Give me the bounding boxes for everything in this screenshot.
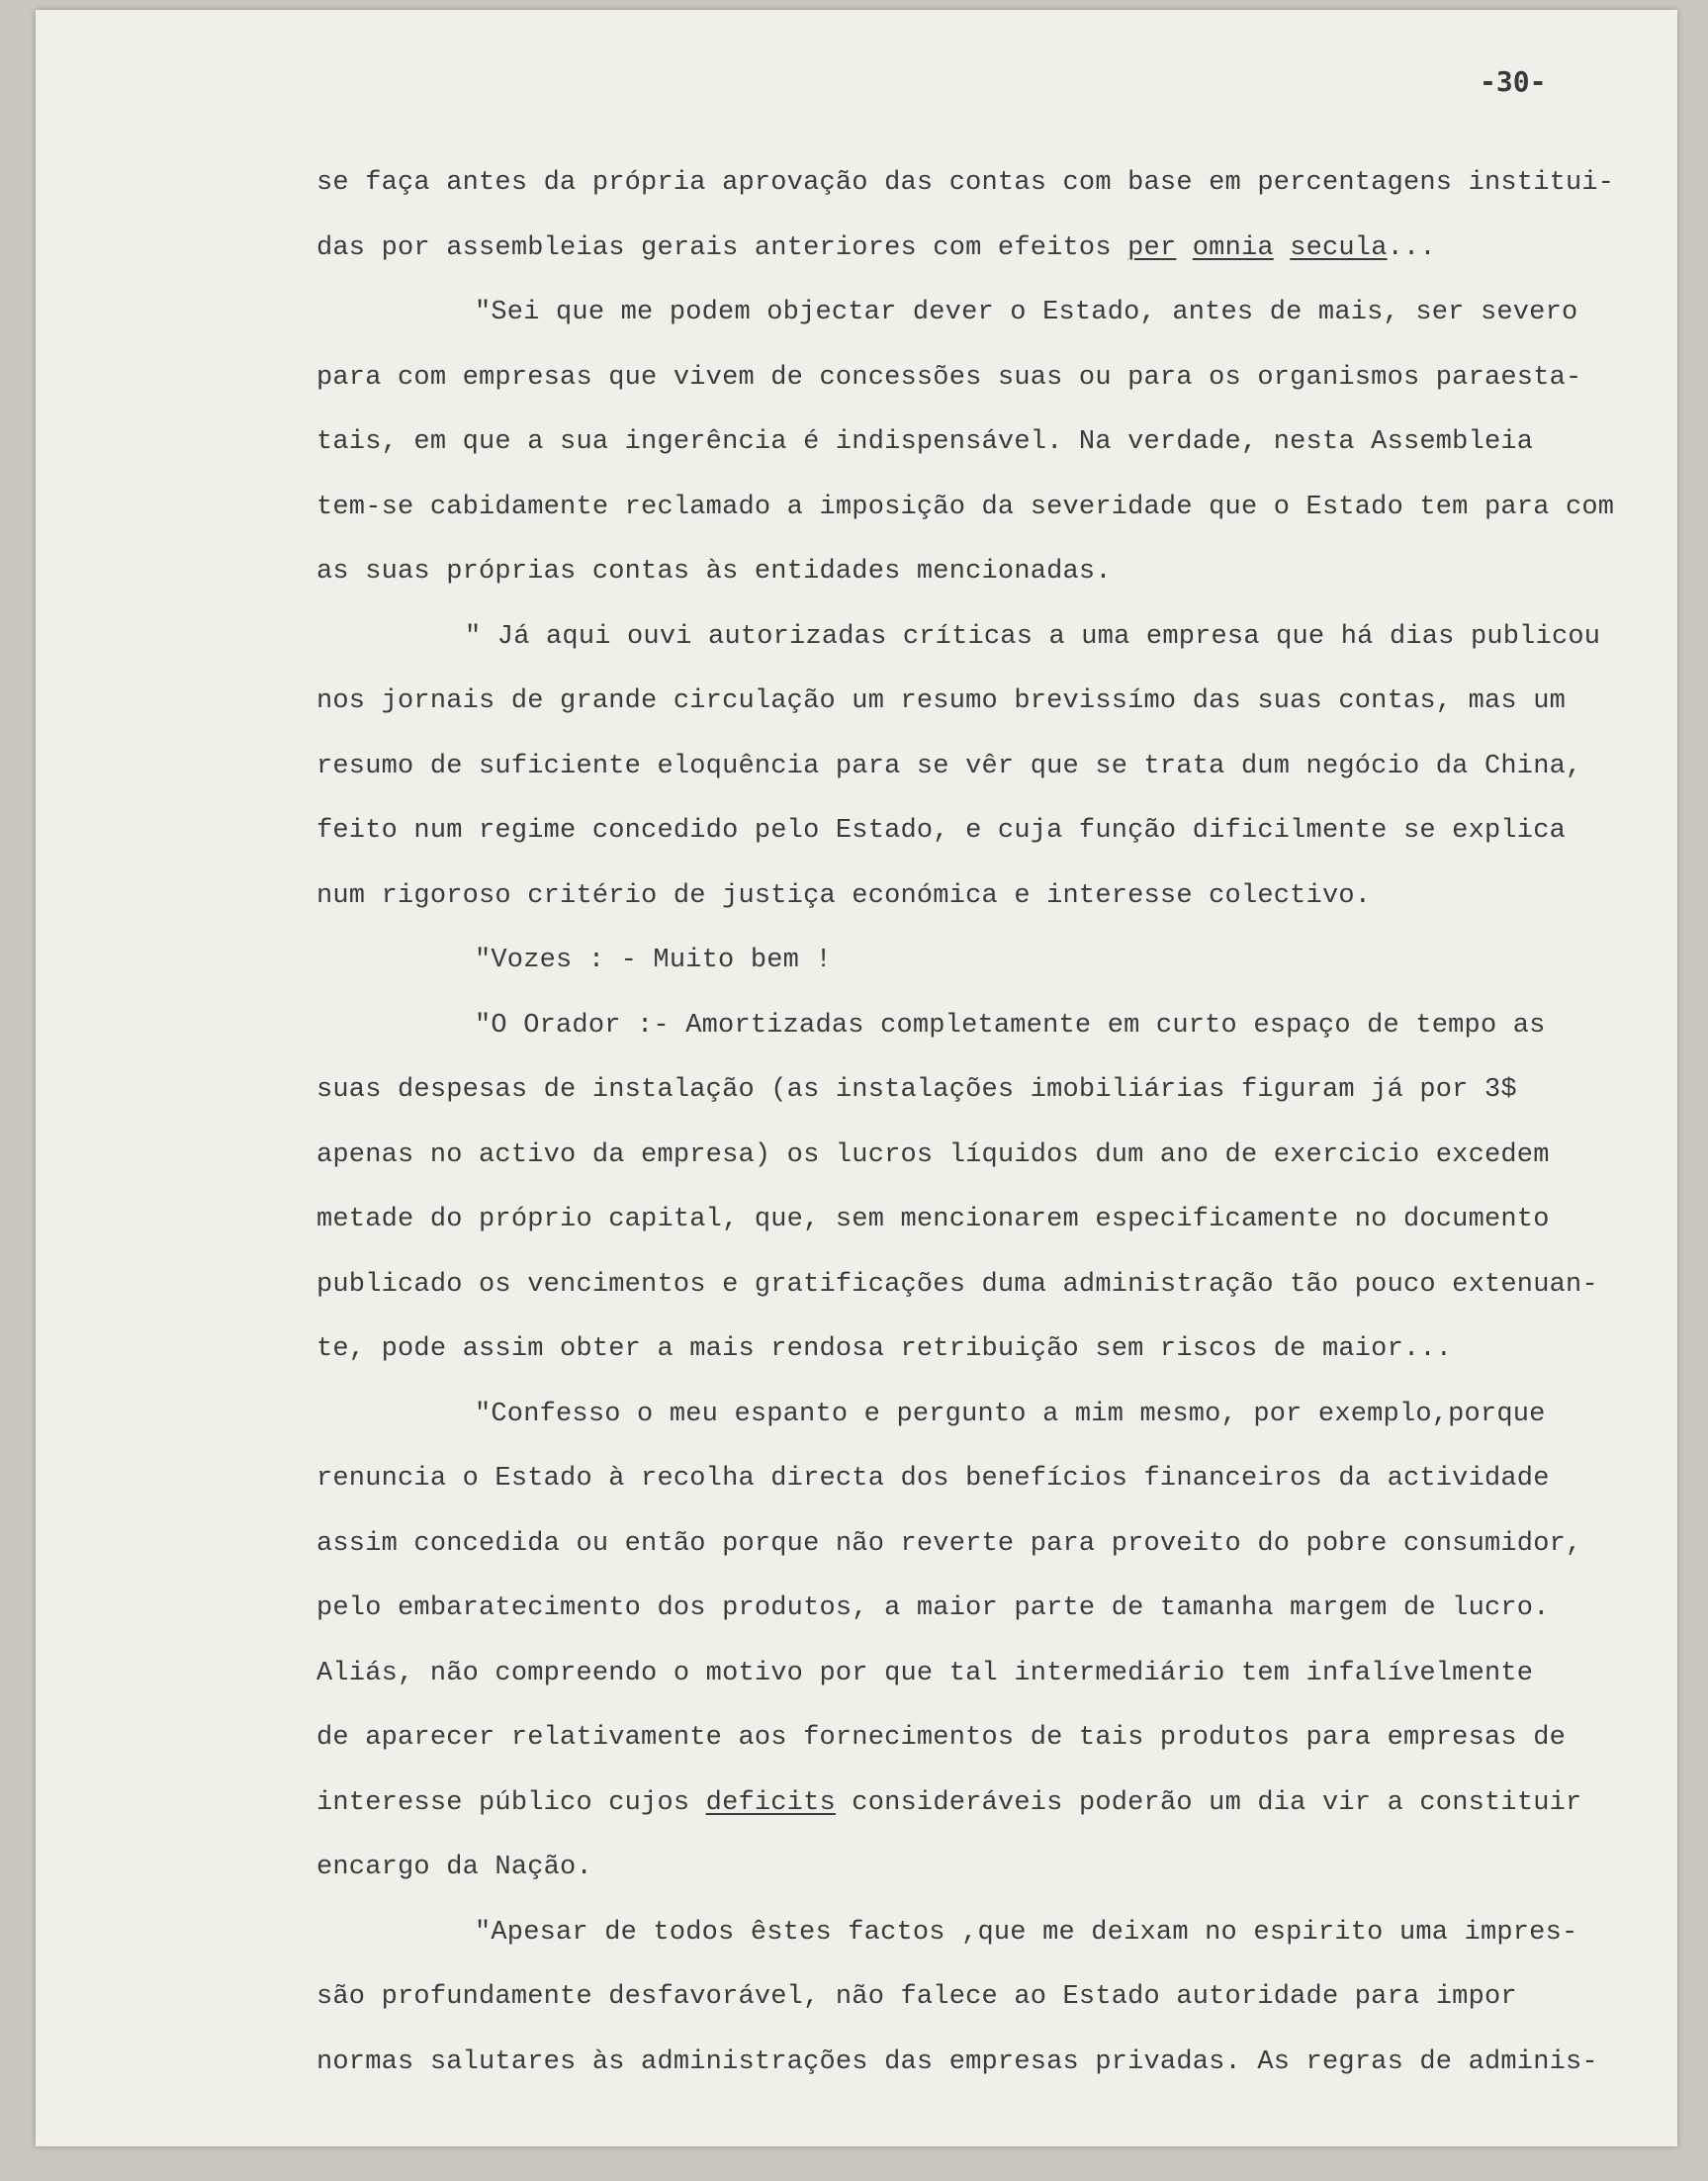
text-line: Aliás, não compreendo o motivo por que tal intermediário tem infalívelmente	[316, 1658, 1534, 1688]
paragraph-start-line: "Apesar de todos êstes factos ,que me deixam no espirito uma impres-	[475, 1917, 1578, 1948]
underlined-term: secula	[1290, 232, 1388, 263]
text-line: suas despesas de instalação (as instalações imobiliárias figuram já por 3$	[316, 1075, 1517, 1105]
text-line: de aparecer relativamente aos fornecimentos de tais produtos para empresas de	[316, 1723, 1567, 1753]
text-line: feito num regime concedido pelo Estado, e cuja função dificilmente se explica	[316, 816, 1567, 846]
paragraph-start-line: "O Orador :- Amortizadas completamente em curto espaço de tempo as	[475, 1010, 1546, 1041]
underlined-term: deficits	[705, 1787, 836, 1818]
text-line: renuncia o Estado à recolha directa dos benefícios financeiros da actividade	[316, 1464, 1550, 1494]
text-line: nos jornais de grande circulação um resumo brevissímo das suas contas, mas um	[316, 686, 1567, 716]
text-line: normas salutares às administrações das empresas privadas. As regras de adminis-	[316, 2046, 1598, 2077]
text-line: te, pode assim obter a mais rendosa retribuição sem riscos de maior...	[316, 1334, 1453, 1364]
text-line: assim concedida ou então porque não reverte para proveito do pobre consumidor,	[316, 1528, 1582, 1559]
text-line: pelo embaratecimento dos produtos, a maior parte de tamanha margem de lucro.	[316, 1593, 1550, 1623]
document-page	[36, 10, 1677, 2146]
text-line: tem-se cabidamente reclamado a imposição da severidade que o Estado tem para com	[316, 492, 1615, 522]
paragraph-start-line: "Sei que me podem objectar dever o Estado, antes de mais, ser severo	[475, 298, 1578, 327]
page-number: -30-	[1480, 65, 1547, 98]
text-fragment: interesse público cujos	[316, 1787, 706, 1818]
underlined-term: per	[1127, 232, 1177, 263]
text-line: são profundamente desfavorável, não falece ao Estado autoridade para impor	[316, 1982, 1517, 2012]
body-text	[316, 151, 1681, 2095]
text-fragment: consideráveis poderão um dia vir a constituir	[835, 1787, 1582, 1818]
paragraph-start-line: " Já aqui ouvi autorizadas críticas a uma empresa que há dias publicou	[465, 621, 1601, 652]
text-fragment: ...	[1387, 232, 1436, 263]
text-line: metade do próprio capital, que, sem mencionarem especificamente no documento	[316, 1205, 1550, 1234]
text-line	[316, 217, 1681, 282]
paragraph-start-line: "Confesso o meu espanto e pergunto a mim mesmo, por exemplo,porque	[475, 1399, 1546, 1429]
text-line: tais, em que a sua ingerência é indispensável. Na verdade, nesta Assembleia	[316, 427, 1534, 457]
text-line: resumo de suficiente eloquência para se vêr que se trata dum negócio da China,	[316, 751, 1582, 781]
text-line: as suas próprias contas às entidades mencionadas.	[316, 557, 1112, 587]
text-fragment	[1274, 233, 1290, 263]
paragraph-start-line: "Vozes : - Muito bem !	[475, 946, 832, 975]
text-line: apenas no activo da empresa) os lucros líquidos dum ano de exercicio excedem	[316, 1139, 1550, 1170]
text-fragment: das por assembleias gerais anteriores com efeitos	[316, 232, 1128, 263]
text-fragment	[1176, 233, 1192, 263]
text-line: num rigoroso critério de justiça económica e interesse colectivo.	[316, 880, 1372, 911]
text-line: para com empresas que vivem de concessões suas ou para os organismos paraesta-	[316, 362, 1582, 393]
text-line: encargo da Nação.	[316, 1853, 592, 1882]
text-line: publicado os vencimentos e gratificações duma administração tão pouco extenuan-	[316, 1269, 1598, 1300]
text-line	[316, 1772, 1681, 1837]
text-line: se faça antes da própria aprovação das contas com base em percentagens institui-	[316, 168, 1615, 198]
underlined-term: omnia	[1192, 232, 1274, 263]
